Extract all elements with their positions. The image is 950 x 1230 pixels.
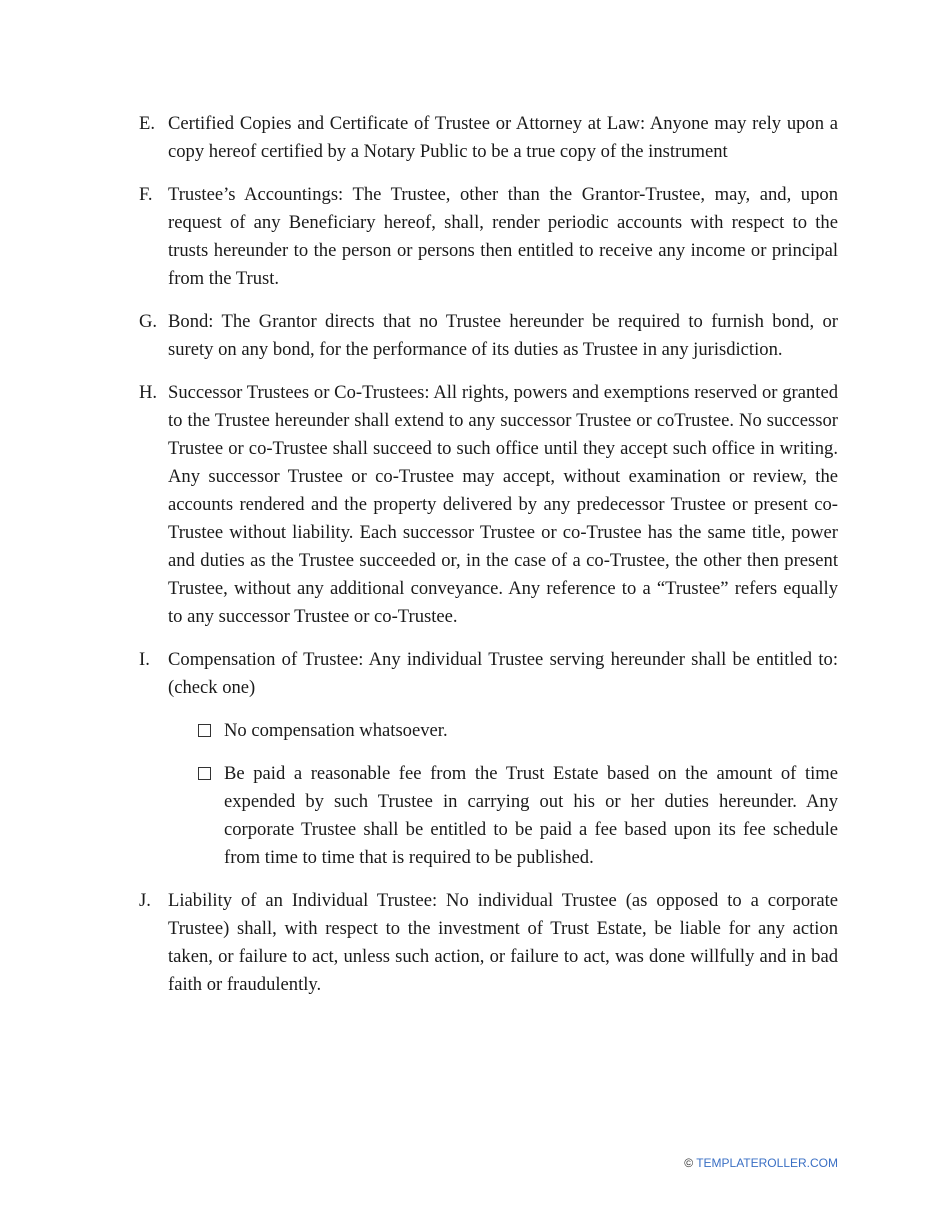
clause-text: Bond: The Grantor directs that no Trustee hereunder be required to furnish bond, or surety on any bond, for the performance of its duties as Trustee in any jurisdiction. [168,311,838,360]
checkbox[interactable] [198,717,224,745]
option-label: Be paid a reasonable fee from the Trust Estate based on the amount of time expended by such Trustee in carrying out his or her duties hereunder. Any corporate Trustee shall be entitled to be paid a fee based upon its fee schedule from time to time that is required to be published. [224,763,838,868]
clause-letter: E. [139,113,156,134]
clause-letter: F. [139,184,153,205]
clause-letter: G. [139,311,158,332]
compensation-option-none[interactable] [198,717,838,745]
clause-text: Trustee’s Accountings: The Trustee, other than the Grantor-Trustee, may, and, upon request of any Beneficiary hereof, shall, render periodic accounts with respect to the trusts hereunder to the person or persons then entitled to receive any income or principal from the Trust. [168,184,838,289]
clause-g [139,308,838,364]
clause-text: Certified Copies and Certificate of Trustee or Attorney at Law: Anyone may rely upon a copy hereof certified by a Notary Public to be a true copy of the instrument [168,113,838,162]
compensation-option-fee[interactable] [198,760,838,872]
clause-letter: J. [139,890,151,911]
clause-text: Compensation of Trustee: Any individual Trustee serving hereunder shall be entitled to: (check one) [168,649,838,698]
clause-f [139,181,838,293]
clause-letter: I. [139,649,150,670]
clause-e [139,110,838,166]
clause-j [139,887,838,999]
clause-i [139,646,838,702]
copyright-symbol: © [684,1156,694,1170]
footer-credit [684,1155,838,1171]
option-label: No compensation whatsoever. [224,720,448,741]
clause-letter: H. [139,382,158,403]
templateroller-link[interactable]: TEMPLATEROLLER.COM [696,1156,838,1170]
clause-text: Successor Trustees or Co-Trustees: All rights, powers and exemptions reserved or granted to the Trustee hereunder shall extend to any successor Trustee or coTrustee. No successor Trustee or co-Trustee shall succeed to such office until they accept such office in writing. Any successor Trustee or co-Trustee may accept, without examination or review, the accounts rendered and the property delivered by any predecessor Trustee or present co-Trustee without liability. Each successor Trustee or co-Trustee has the same title, power and duties as the Trustee succeeded or, in the case of a co-Trustee, the other then present Trustee, without any additional conveyance. Any reference to a “Trustee” refers equally to any successor Trustee or co-Trustee. [168,382,838,627]
clause-h [139,379,838,631]
clause-text: Liability of an Individual Trustee: No individual Trustee (as opposed to a corporate Trustee) shall, with respect to the investment of Trust Estate, be liable for any action taken, or failure to act, unless such action, or failure to act, was done willfully and in bad faith or fraudulently. [168,890,838,995]
document-page [139,110,838,1014]
checkbox[interactable] [198,760,224,872]
